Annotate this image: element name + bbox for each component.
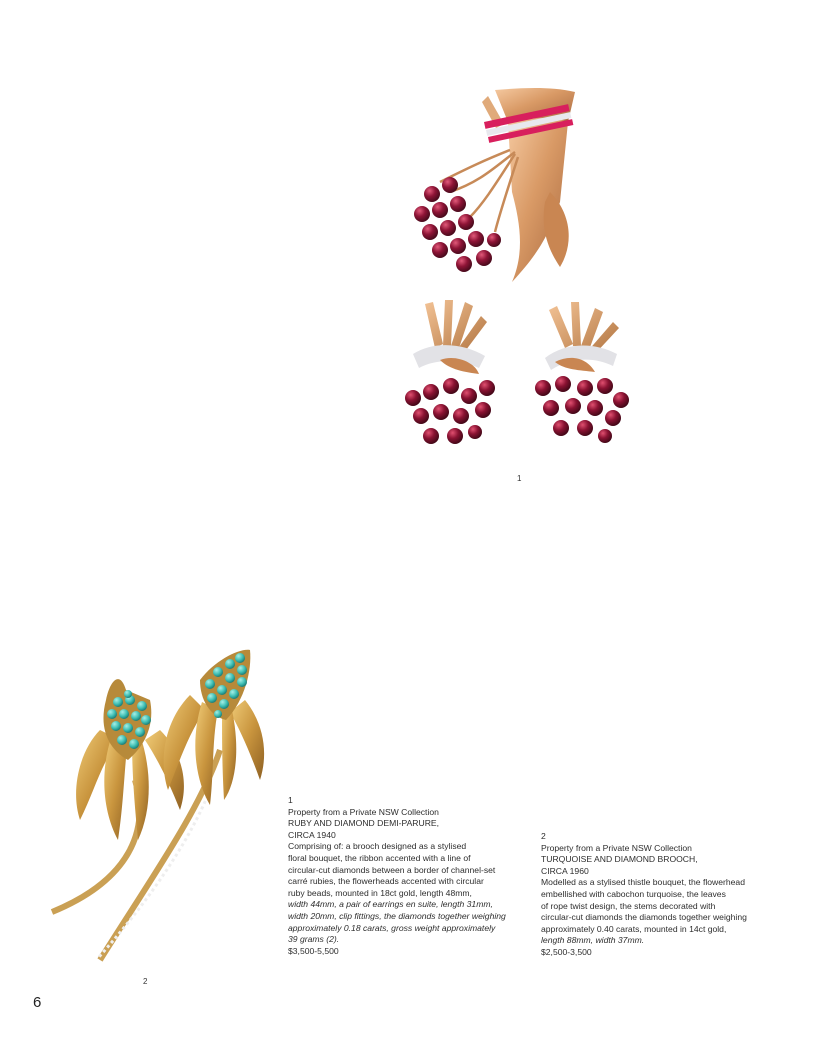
page-number: 6 [33,994,42,1011]
desc-line: approximately 0.18 carats, gross weight approximately [288,922,496,933]
lot-title: TURQUOISE AND DIAMOND BROOCH, [541,854,698,865]
desc-line: length 88mm, width 37mm. [541,935,645,946]
provenance: Property from a Private NSW Collection [288,806,439,817]
provenance: Property from a Private NSW Collection [541,842,692,853]
desc-line: of rope twist design, the stems decorated with [541,900,716,911]
lot-title-date: CIRCA 1940 [288,829,336,840]
desc-line: floral bouquet, the ribbon accented with a line of [288,852,471,863]
desc-line: circular-cut diamonds between a border of channel-set [288,864,496,875]
estimate: $3,500-5,500 [288,945,339,956]
lot-1-description [288,795,533,957]
desc-line: Comprising of: a brooch designed as a stylised [288,841,467,852]
lot-1-earrings-image [395,296,635,461]
desc-line: 39 grams (2). [288,934,340,945]
lot-2-description [541,831,786,959]
desc-line: width 20mm, clip fittings, the diamonds together weighing [288,910,506,921]
desc-line: circular-cut diamonds the diamonds together weighing [541,912,747,923]
desc-line: approximately 0.40 carats, mounted in 14ct gold, [541,923,727,934]
lot-title-date: CIRCA 1960 [541,865,589,876]
desc-line: carré rubies, the flowerheads accented with circular [288,876,484,887]
lot-number: 1 [288,795,293,805]
lot-title: RUBY AND DIAMOND DEMI-PARURE, [288,818,440,829]
lot-1-brooch-image [400,82,590,292]
desc-line: ruby beads, mounted in 18ct gold, length 48mm, [288,887,472,898]
lot-number: 2 [541,831,546,841]
lot-2-image-caption: 2 [143,977,148,986]
lot-1-image-caption: 1 [517,474,522,483]
desc-line: width 44mm, a pair of earrings en suite, length 31mm, [288,899,493,910]
lot-2-brooch-image [40,640,270,972]
estimate: $2,500-3,500 [541,946,592,957]
desc-line: embellished with cabochon turquoise, the leaves [541,888,726,899]
desc-line: Modelled as a stylised thistle bouquet, the flowerhead [541,877,745,888]
